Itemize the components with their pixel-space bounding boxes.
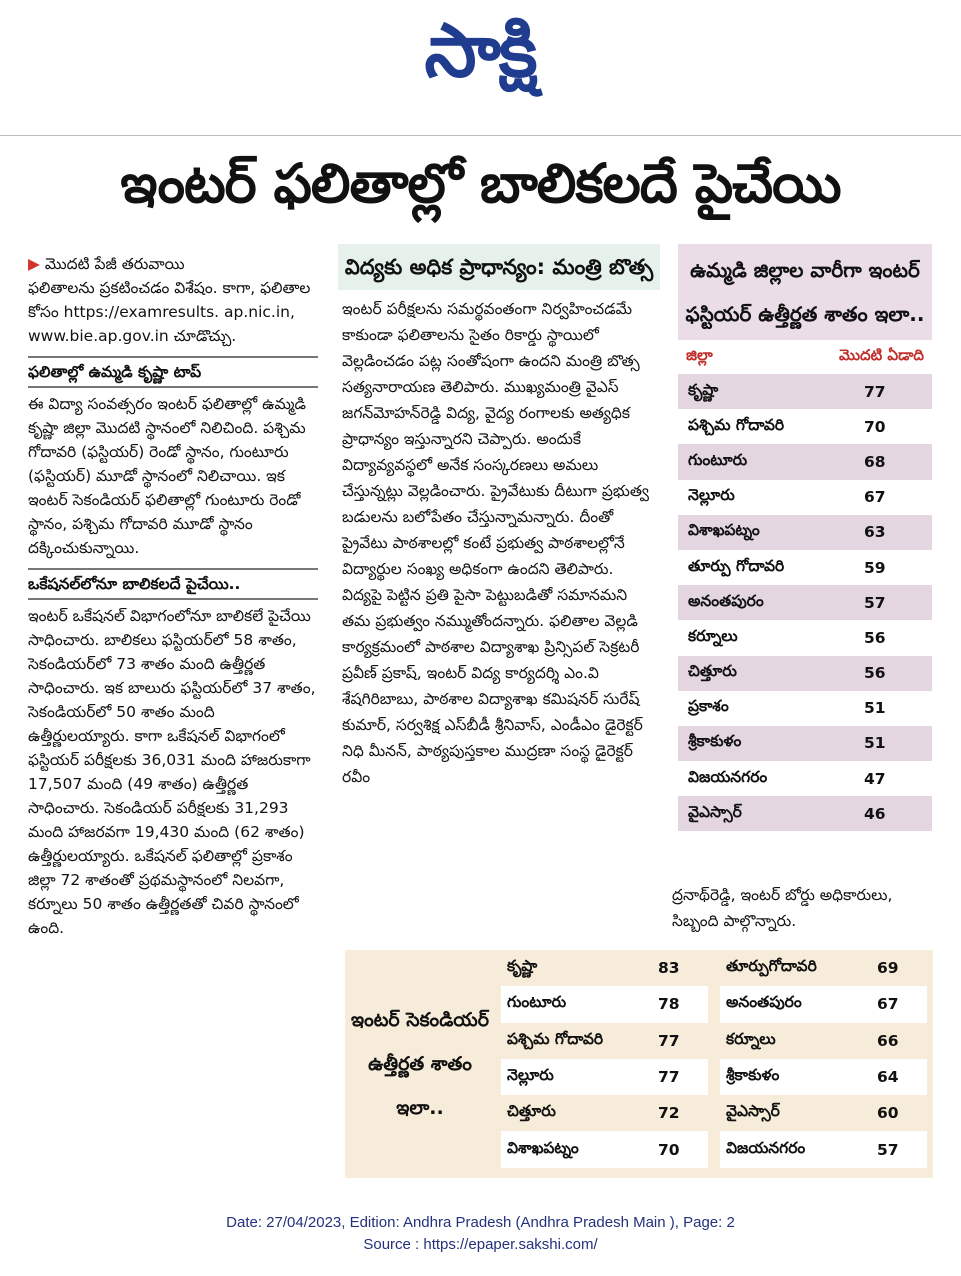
table-row	[678, 550, 932, 585]
secondyear-table-label: ఇంటర్ సెకండియర్ ఉత్తీర్ణత శాతం ఇలా..	[351, 1009, 489, 1119]
minister-paragraph-tail: ద్రనాథ్‌రెడ్డి, ఇంటర్ బోర్డు అధికారులు, సిబ్బంది పాల్గొన్నారు.	[672, 886, 893, 930]
subheading-krishna-top: ఫలితాల్లో ఉమ్మడి కృష్ణా టాప్	[28, 356, 318, 388]
table-row	[501, 1059, 708, 1095]
pass-percentage: 77	[658, 1068, 680, 1087]
article-column-1	[28, 252, 318, 940]
district-name: తూర్పుగోదావరి	[726, 957, 817, 976]
headline: ఇంటర్ ఫలితాల్లో బాలికలదే పైచేయి	[120, 152, 841, 215]
district-name: విజయనగరం	[726, 1138, 806, 1157]
pass-percentage: 57	[864, 593, 886, 612]
pass-percentage: 64	[877, 1068, 899, 1087]
sakshi-logo: సాక్షి	[424, 8, 536, 94]
minister-paragraph: ఇంటర్ పరీక్షలను సమర్థవంతంగా నిర్వహించడమే కాకుండా ఫలితాలను సైతం రికార్డు స్థాయిలో వెల్లడించడం పట్ల సంతోషంగా ఉందని మంత్రి బొత్స సత్యనారాయణ తెలిపారు. ముఖ్యమంత్రి వైఎస్ జగన్‌మోహన్‌రెడ్డి విద్య, వైద్య రంగాలకు అత్యధిక ప్రాధాన్యం ఇస్తున్నారని చెప్పారు. అందుకే విద్యావ్యవస్థలో అనేక సంస్కరణలు అమలు చేస్తున్నట్లు వెల్లడించారు. ప్రైవేటుకు దీటుగా ప్రభుత్వ బడులను బలోపేతం చేస్తున్నామన్నారు. దీంతో ప్రైవేటు పాఠశాలల్లో కంటే ప్రభుత్వ పాఠశాలల్లోనే విద్యార్థుల సంఖ్య అధికంగా ఉందని తెలిపారు. విద్యపై పెట్టిన ప్రతి పైసా పెట్టుబడితో సమానమని తమ ప్రభుత్వం నమ్ముతోందన్నారు. ఫలితాల వెల్లడి కార్యక్రమంలో పాఠశాల విద్యాశాఖ ప్రిన్సిపల్ సెక్రటరీ ప్రవీణ్ ప్రకాష్, ఇంటర్ విద్య కార్యదర్శి ఎం.వి శేషగిరిబాబు, పాఠశాల విద్యాశాఖ కమిషనర్ సురేష్ కుమార్, సర్వశిక్ష ఎస్‌బీడీ శ్రీనివాస్, ఎండీఎం డైరెక్టర్ నిధి మీనన్, పాఠ్యపుస్తకాల ముద్రణా సంస్థ డైరెక్టర్ రవీం	[342, 300, 649, 786]
subheading-vocational: ఒకేషనల్‌లోనూ బాలికలదే పైచేయి..	[28, 568, 318, 600]
table-row	[678, 480, 932, 515]
pass-percentage: 60	[877, 1104, 899, 1123]
lead-paragraph: ఫలితాలను ప్రకటించడం విశేషం. కాగా, ఫలితాల కోసం https://examresults. ap.nic.in, www.bie.ap.gov.in చూడొచ్చు.	[28, 279, 311, 345]
district-name: శ్రీకాకుళం	[688, 732, 742, 751]
footer-date: Date: 27/04/2023, Edition: Andhra Pradesh (Andhra Pradesh Main ), Page: 2	[226, 1214, 735, 1231]
table-row	[720, 1095, 927, 1131]
pass-percentage: 70	[864, 417, 886, 436]
pass-percentage: 72	[658, 1104, 680, 1123]
pass-percentage: 83	[658, 959, 680, 978]
table-row	[678, 796, 932, 831]
paragraph-vocational: ఇంటర్ ఒకేషనల్ విభాగంలోనూ బాలికలే పైచేయి సాధించారు. బాలికలు ఫస్టియర్‌లో 58 శాతం, సెకండియర్‌లో 73 శాతం మంది ఉత్తీర్ణత సాధించారు. ఇక బాలురు ఫస్టియర్‌లో 37 శాతం, సెకండియర్‌లో 50 శాతం మంది ఉత్తీర్ణులయ్యారు. కాగా ఒకేషనల్ విభాగంలో ఫస్టియర్ పరీక్షలకు 36,031 మంది హాజరుకాగా 17,507 మంది (49 శాతం) ఉత్తీర్ణత సాధించారు. సెకండియర్ పరీక్షలకు 31,293 మంది హాజరవగా 19,430 మంది (62 శాతం) ఉత్తీర్ణులయ్యారు. ఒకేషనల్ ఫలితాల్లో ప్రకాశం జిల్లా 72 శాతంతో ప్రథమస్థానంలో నిలవగా, కర్నూలు 50 శాతం ఉత్తీర్ణతతో చివరి స్థానంలో ఉంది.	[28, 607, 316, 937]
district-name: శ్రీకాకుళం	[726, 1066, 780, 1085]
masthead	[0, 0, 961, 136]
table-row	[678, 585, 932, 620]
table-row	[501, 1131, 708, 1167]
firstyear-table-title: ఉమ్మడి జిల్లాల వారీగా ఇంటర్ ఫస్టియర్ ఉత్తీర్ణత శాతం ఇలా..	[678, 244, 932, 340]
district-name: పశ్చిమ గోదావరి	[688, 415, 785, 434]
table-row	[678, 374, 932, 409]
pass-percentage: 77	[658, 1031, 680, 1050]
district-name: పశ్చిమ గోదావరి	[507, 1029, 604, 1048]
footer-source: Source : https://epaper.sakshi.com/	[363, 1236, 598, 1253]
firstyear-table-header	[678, 340, 932, 374]
minister-box-title: విద్యకు అధిక ప్రాధాన్యం: మంత్రి బొత్స	[338, 244, 660, 290]
table-row	[678, 515, 932, 550]
table-row	[720, 1059, 927, 1095]
pass-percentage: 56	[864, 664, 886, 683]
pass-percentage: 78	[658, 995, 680, 1014]
table-row	[678, 726, 932, 761]
table-row	[678, 620, 932, 655]
table-row	[678, 656, 932, 691]
district-name: చిత్తూరు	[688, 662, 737, 681]
secondyear-left-column	[495, 950, 714, 1178]
district-name: విశాఖపట్నం	[507, 1138, 579, 1157]
district-name: ప్రకాశం	[688, 697, 729, 716]
pass-percentage: 51	[864, 699, 886, 718]
table-row	[720, 950, 927, 986]
continuation-arrow-icon: ▶	[28, 255, 40, 273]
secondyear-table	[345, 950, 933, 1178]
district-name: కృష్ణా	[507, 957, 538, 976]
pass-percentage: 69	[877, 959, 899, 978]
continuation-label: మొదటి పేజీ తరువాయి	[44, 255, 185, 273]
district-name: కర్నూలు	[726, 1029, 776, 1048]
district-name: అనంతపురం	[726, 993, 802, 1012]
district-name: విశాఖపట్నం	[688, 521, 760, 540]
district-name: తూర్పు గోదావరి	[688, 556, 785, 575]
district-name: చిత్తూరు	[507, 1102, 556, 1121]
table-row	[501, 1095, 708, 1131]
pass-percentage: 46	[864, 804, 886, 823]
table-row	[720, 1131, 927, 1167]
table-row	[678, 691, 932, 726]
district-name: గుంటూరు	[507, 993, 567, 1012]
district-name: కర్నూలు	[688, 626, 738, 645]
table-row	[678, 761, 932, 796]
pass-percentage: 59	[864, 558, 886, 577]
pass-percentage: 66	[877, 1031, 899, 1050]
firstyear-table	[678, 244, 932, 831]
pass-percentage: 68	[864, 452, 886, 471]
district-name: నెల్లూరు	[688, 486, 735, 505]
secondyear-right-column	[714, 950, 933, 1178]
district-name: వైఎస్సార్	[688, 802, 742, 821]
district-name: విజయనగరం	[688, 767, 768, 786]
column-firstyear: మొదటి ఏడాది	[838, 346, 924, 364]
pass-percentage: 57	[877, 1140, 899, 1159]
paragraph-krishna: ఈ విద్యా సంవత్సరం ఇంటర్ ఫలితాల్లో ఉమ్మడి కృష్ణా జిల్లా మొదటి స్థానంలో నిలిచింది. పశ్చిమ గోదావరి (ఫస్టియర్) రెండో స్థానం, గుంటూరు (ఫస్టియర్) మూడో స్థానంలో నిలిచాయి. ఇక ఇంటర్ సెకండియర్ ఫలితాల్లో గుంటూరు రెండో స్థానం, పశ్చిమ గోదావరి మూడో స్థానం దక్కించుకున్నాయి.	[28, 395, 306, 557]
table-row	[501, 1023, 708, 1059]
table-row	[501, 986, 708, 1022]
district-name: గుంటూరు	[688, 450, 748, 469]
table-row	[678, 444, 932, 479]
table-row	[720, 986, 927, 1022]
district-name: వైఎస్సార్	[726, 1102, 780, 1121]
pass-percentage: 67	[877, 995, 899, 1014]
district-name: కృష్ణా	[688, 380, 719, 399]
article-column-2	[338, 244, 660, 790]
district-name: అనంతపురం	[688, 591, 764, 610]
pass-percentage: 51	[864, 734, 886, 753]
column-district: జిల్లా	[686, 346, 713, 364]
pass-percentage: 70	[658, 1140, 680, 1159]
pass-percentage: 63	[864, 523, 886, 542]
table-row	[720, 1023, 927, 1059]
footer	[0, 1212, 961, 1256]
table-row	[501, 950, 708, 986]
pass-percentage: 77	[864, 382, 886, 401]
pass-percentage: 56	[864, 628, 886, 647]
district-name: నెల్లూరు	[507, 1066, 554, 1085]
table-row	[678, 409, 932, 444]
pass-percentage: 47	[864, 769, 886, 788]
pass-percentage: 67	[864, 488, 886, 507]
